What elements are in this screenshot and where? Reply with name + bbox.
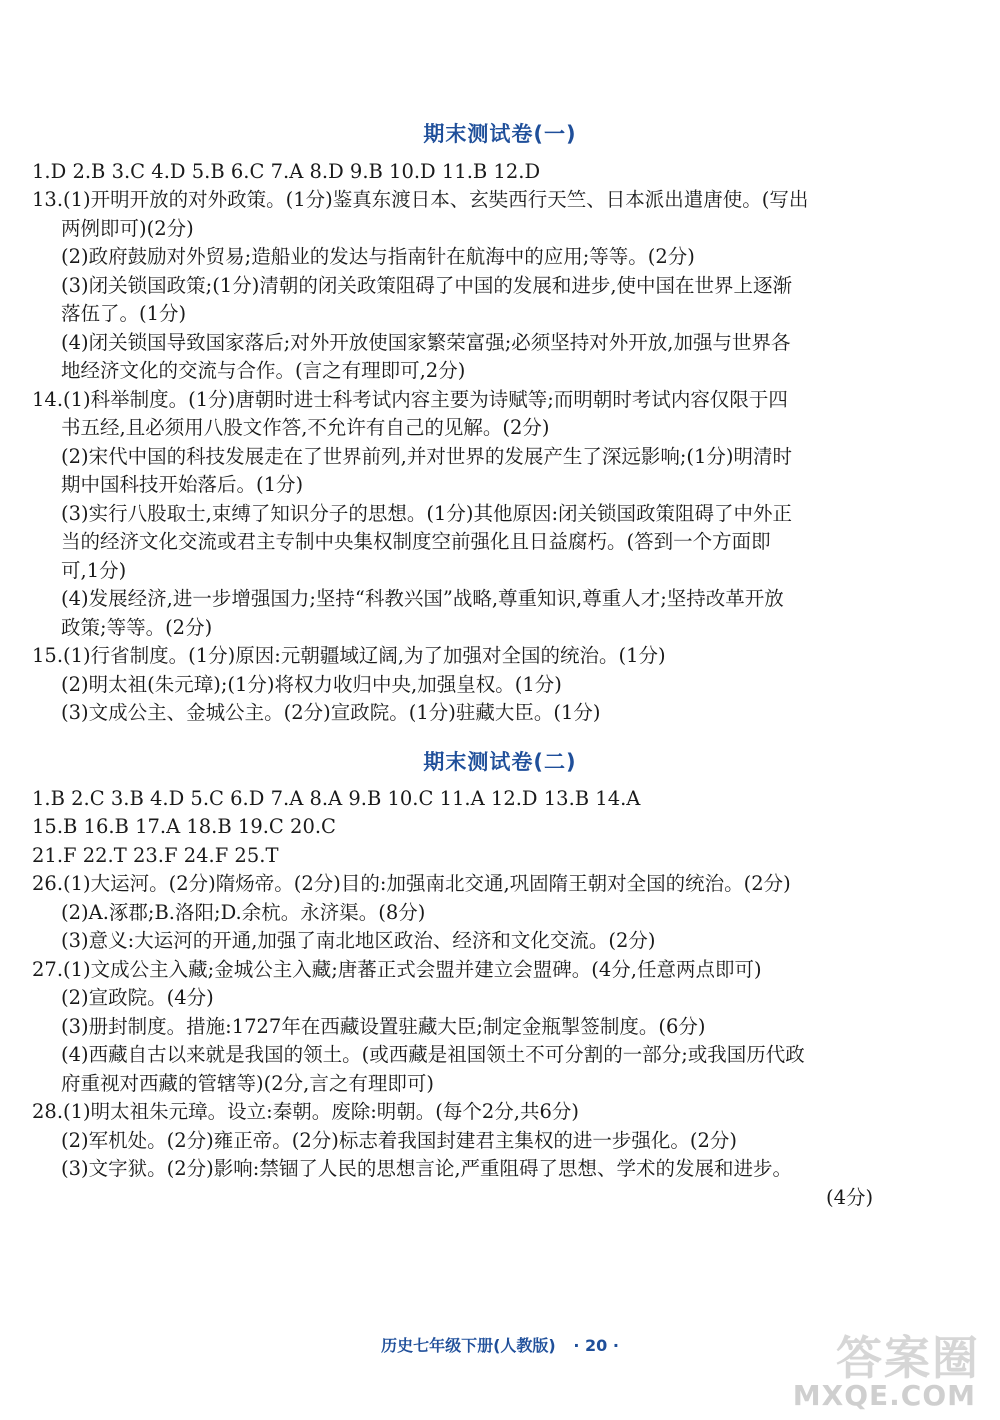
section-title-1: 期末测试卷(一) [423, 122, 577, 146]
s1-line: (3)闭关锁国政策;(1分)清朝的闭关政策阻碍了中国的发展和进步,使中国在世界上逐渐 [61, 274, 793, 297]
s1-line: 落伍了。(1分) [61, 302, 187, 325]
s1-line: (2)宋代中国的科技发展走在了世界前列,并对世界的发展产生了深远影响;(1分)明清时 [61, 445, 793, 468]
s2-line: (4)西藏自古以来就是我国的领土。(或西藏是祖国领土不可分割的一部分;或我国历代政 [61, 1043, 805, 1066]
s1-line: 可,1分) [61, 559, 127, 582]
s1-line: (3)文成公主、金城公主。(2分)宣政院。(1分)驻藏大臣。(1分) [61, 701, 601, 724]
s2-line: (2)A.涿郡;B.洛阳;D.余杭。永济渠。(8分) [61, 901, 426, 924]
s1-line: 14.(1)科举制度。(1分)唐朝时进士科考试内容主要为诗赋等;而明朝时考试内容仅限于四 [32, 388, 788, 411]
s2-line: 26.(1)大运河。(2分)隋炀帝。(2分)目的:加强南北交通,巩固隋王朝对全国的统治。(2分) [32, 872, 791, 895]
s2-line: (2)军机处。(2分)雍正帝。(2分)标志着我国封建君主集权的进一步强化。(2分) [61, 1129, 737, 1152]
s1-line: 15.(1)行省制度。(1分)原因:元朝疆域辽阔,为了加强对全国的统治。(1分) [32, 644, 666, 667]
s1-line: (4)发展经济,进一步增强国力;坚持“科教兴国”战略,尊重知识,尊重人才;坚持改革开放 [61, 587, 784, 610]
s2-line: (3)册封制度。措施:1727年在西藏设置驻藏大臣;制定金瓶掣签制度。(6分) [61, 1015, 706, 1038]
s1-line: 政策;等等。(2分) [61, 616, 213, 639]
s2-line: (2)宣政院。(4分) [61, 986, 214, 1009]
s1-line: 书五经,且必须用八股文作答,不允许有自己的见解。(2分) [61, 416, 550, 439]
s1-line: 地经济文化的交流与合作。(言之有理即可,2分) [61, 359, 466, 382]
s1-line: 1.D 2.B 3.C 4.D 5.B 6.C 7.A 8.D 9.B 10.D 11.B 12.D [32, 160, 541, 183]
s2-line: 1.B 2.C 3.B 4.D 5.C 6.D 7.A 8.A 9.B 10.C 11.A 12.D 13.B 14.A [32, 787, 641, 810]
s1-line: 期中国科技开始落后。(1分) [61, 473, 304, 496]
s2-line: 28.(1)明太祖朱元璋。设立:秦朝。废除:明朝。(每个2分,共6分) [32, 1100, 580, 1123]
s1-line: 13.(1)开明开放的对外政策。(1分)鉴真东渡日本、玄奘西行天竺、日本派出遣唐使。(写出 [32, 188, 809, 211]
watermark-url: MXQE.COM [792, 1379, 976, 1412]
s1-line: (4)闭关锁国导致国家落后;对外开放使国家繁荣富强;必须坚持对外开放,加强与世界各 [61, 331, 791, 354]
s1-line: 两例即可)(2分) [61, 217, 194, 240]
section-title-2: 期末测试卷(二) [423, 750, 577, 774]
s2-line: 27.(1)文成公主入藏;金城公主入藏;唐蕃正式会盟并建立会盟碑。(4分,任意两点即可) [32, 958, 762, 981]
watermark-logo [792, 1322, 980, 1412]
watermark-text: 答案圈 [836, 1331, 980, 1385]
s2-line: 21.F 22.T 23.F 24.F 25.T [32, 844, 279, 867]
s2-line: 府重视对西藏的管辖等)(2分,言之有理即可) [61, 1072, 434, 1095]
page-number: · 20 · [573, 1336, 619, 1355]
s1-line: (2)政府鼓励对外贸易;造船业的发达与指南针在航海中的应用;等等。(2分) [61, 245, 695, 268]
s2-line: 15.B 16.B 17.A 18.B 19.C 20.C [32, 815, 336, 838]
s1-line: (2)明太祖(朱元璋);(1分)将权力收归中央,加强皇权。(1分) [61, 673, 562, 696]
book-title: 历史七年级下册(人教版) [381, 1336, 556, 1355]
s1-line: (3)实行八股取士,束缚了知识分子的思想。(1分)其他原因:闭关锁国政策阻碍了中外正 [61, 502, 793, 525]
s2-line: (3)文字狱。(2分)影响:禁锢了人民的思想言论,严重阻碍了思想、学术的发展和进步。 [61, 1157, 793, 1180]
s1-line: 当的经济文化交流或君主专制中央集权制度空前强化且日益腐朽。(答到一个方面即 [61, 530, 771, 553]
s2-line: (4分) [826, 1186, 874, 1209]
s2-line: (3)意义:大运河的开通,加强了南北地区政治、经济和文化交流。(2分) [61, 929, 656, 952]
